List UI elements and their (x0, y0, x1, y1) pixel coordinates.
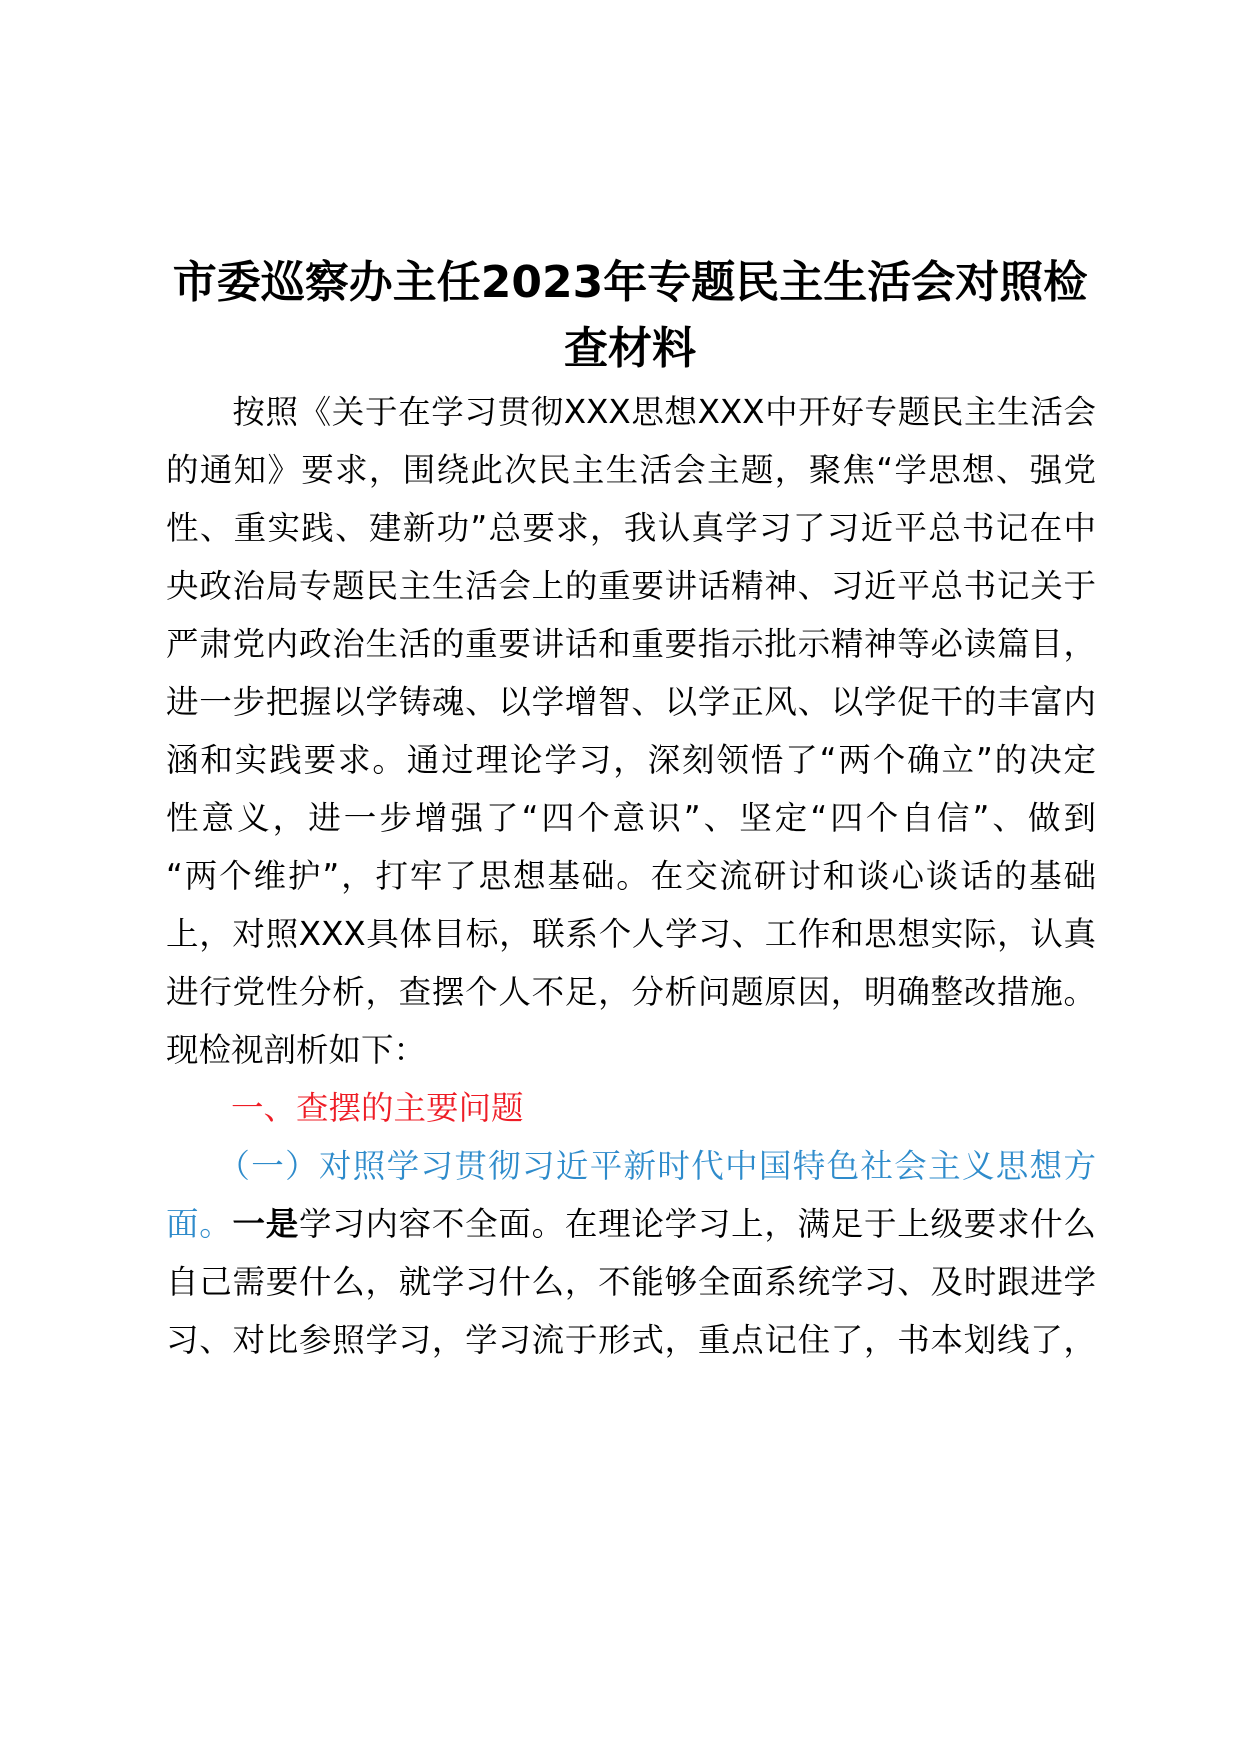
intro-line: 现检视剖析如下： (166, 1031, 427, 1069)
body-line: 习、对比参照学习，学习流于形式，重点记住了，书本划线了， (166, 1321, 1096, 1359)
intro-line: “两个维护”，打牢了思想基础。在交流研讨和谈心谈话的基础 (166, 857, 1096, 895)
body-line: 自己需要什么，就学习什么，不能够全面系统学习、及时跟进学 (166, 1263, 1096, 1301)
intro-line: 性、重实践、建新功”总要求，我认真学习了习近平总书记在中 (166, 509, 1096, 547)
document-title: 市委巡察办主任2023年专题民主生活会对照检查材料 (172, 257, 1088, 374)
intro-line: 上，对照XXX具体目标，联系个人学习、工作和思想实际，认真 (166, 915, 1096, 953)
intro-line: 的通知》要求，围绕此次民主生活会主题，聚焦“学思想、强党 (166, 451, 1096, 489)
intro-line: 涵和实践要求。通过理论学习，深刻领悟了“两个确立”的决定 (166, 741, 1096, 779)
point-line (166, 1202, 1096, 1246)
intro-line: 按照《关于在学习贯彻XXX思想XXX中开好专题民主生活会 (166, 393, 1096, 431)
intro-line: 央政治局专题民主生活会上的重要讲话精神、习近平总书记关于 (166, 567, 1096, 605)
point-text: 学习内容不全面。在理论学习上，满足于上级要求什么 (298, 1205, 1096, 1243)
intro-line: 性意义，进一步增强了“四个意识”、坚定“四个自信”、做到 (166, 799, 1096, 837)
intro-line: 严肃党内政治生活的重要讲话和重要指示批示精神等必读篇目， (166, 625, 1096, 663)
intro-line: 进行党性分析，查摆个人不足，分析问题原因，明确整改措施。 (166, 973, 1096, 1011)
section-heading: 一、查摆的主要问题 (166, 1089, 524, 1127)
subsection-heading-end: 面。 (166, 1205, 233, 1243)
intro-line: 进一步把握以学铸魂、以学增智、以学正风、以学促干的丰富内 (166, 683, 1096, 721)
point-lead: 一是 (232, 1205, 299, 1243)
subsection-heading: （一）对照学习贯彻习近平新时代中国特色社会主义思想方 (166, 1147, 1096, 1185)
